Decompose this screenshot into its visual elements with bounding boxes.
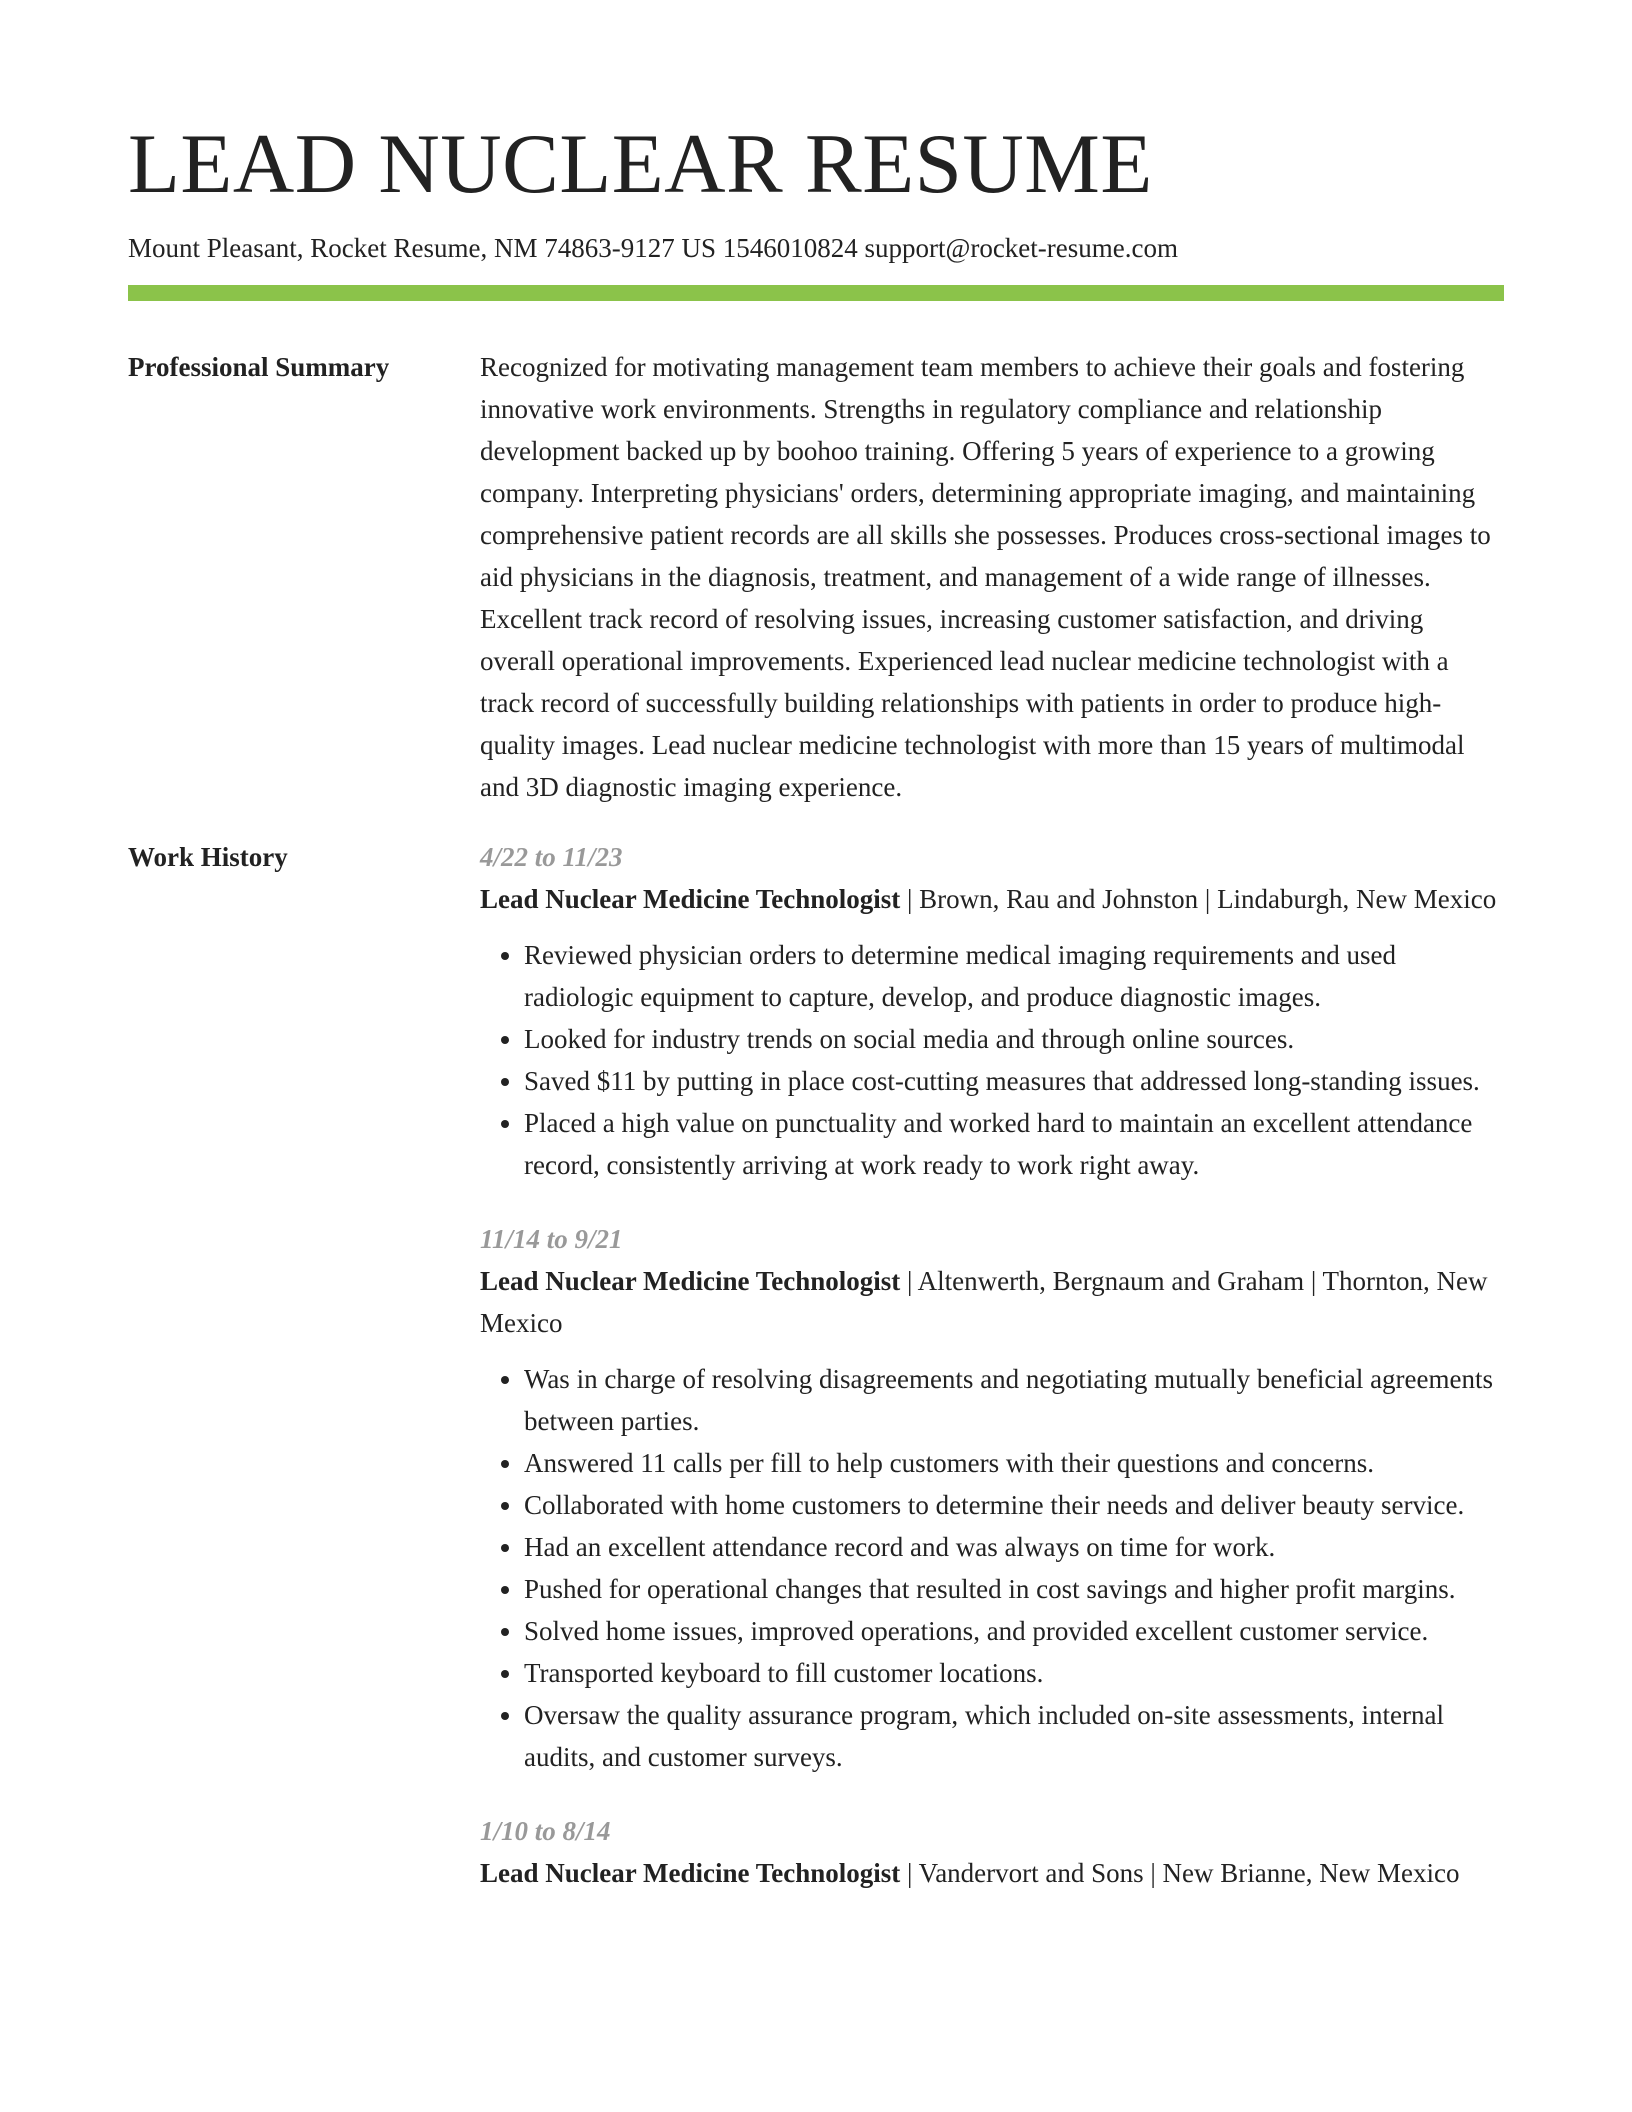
job-details: | Brown, Rau and Johnston | Lindaburgh, New Mexico	[900, 884, 1497, 914]
section-heading-work-history: Work History	[128, 842, 288, 872]
duty-item: • Oversaw the quality assurance program, which included on-site assessments, internal audits, and customer surveys.	[524, 1694, 1504, 1778]
duty-item: • Answered 11 calls per fill to help customers with their questions and concerns.	[524, 1442, 1504, 1484]
job-title: Lead Nuclear Medicine Technologist	[480, 1858, 901, 1888]
duty-item: • Looked for industry trends on social media and through online sources.	[524, 1018, 1504, 1060]
job-dates: 11/14 to 9/21	[480, 1224, 623, 1254]
duty-item: • Solved home issues, improved operations, and provided excellent customer service.	[524, 1610, 1504, 1652]
section-heading-summary: Professional Summary	[128, 352, 390, 382]
job-entry	[480, 836, 1504, 1186]
job-details: | Vandervort and Sons | New Brianne, New Mexico	[900, 1858, 1460, 1888]
header-divider	[128, 285, 1504, 301]
summary-text: Recognized for motivating management team members to achieve their goals and fostering innovative work environments. Strengths in regulatory compliance and relationship development backed up by boohoo training. Offering 5 years of experience to a growing company. Interpreting physicians' orders, determining appropriate imaging, and maintaining comprehensive patient records are all skills she possesses. Produces cross-sectional images to aid physicians in the diagnosis, treatment, and management of a wide range of illnesses. Excellent track record of resolving issues, increasing customer satisfaction, and driving overall operational improvements. Experienced lead nuclear medicine technologist with a track record of successfully building relationships with patients in order to produce high-quality images. Lead nuclear medicine technologist with more than 15 years of multimodal and 3D diagnostic imaging experience.	[480, 352, 1491, 802]
duty-item: • Pushed for operational changes that resulted in cost savings and higher profit margins.	[524, 1568, 1504, 1610]
job-entry	[480, 1218, 1504, 1778]
summary-body	[480, 346, 1504, 808]
duty-item: • Collaborated with home customers to determine their needs and deliver beauty service.	[524, 1484, 1504, 1526]
job-duties-list	[480, 934, 1504, 1186]
duty-item: • Transported keyboard to fill customer locations.	[524, 1652, 1504, 1694]
job-header	[480, 1260, 1504, 1344]
duty-item: • Was in charge of resolving disagreements and negotiating mutually beneficial agreements between parties.	[524, 1358, 1504, 1442]
contact-line: Mount Pleasant, Rocket Resume, NM 74863-9127 US 1546010824 support@rocket-resume.com	[128, 233, 1178, 263]
job-entry	[480, 1810, 1504, 1894]
job-details: | Altenwerth, Bergnaum and Graham | Thornton, New Mexico	[480, 1266, 1488, 1338]
work-history-body	[480, 836, 1504, 1926]
duty-item: • Saved $11 by putting in place cost-cutting measures that addressed long-standing issues.	[524, 1060, 1504, 1102]
job-duties-list	[480, 1358, 1504, 1778]
duty-item: • Reviewed physician orders to determine medical imaging requirements and used radiologic equipment to capture, develop, and produce diagnostic images.	[524, 934, 1504, 1018]
job-title: Lead Nuclear Medicine Technologist	[480, 1266, 901, 1296]
duty-item: • Placed a high value on punctuality and worked hard to maintain an excellent attendance record, consistently arriving at work ready to work right away.	[524, 1102, 1504, 1186]
job-dates: 1/10 to 8/14	[480, 1816, 611, 1846]
job-header	[480, 878, 1504, 920]
resume-title: LEAD NUCLEAR RESUME	[128, 117, 1153, 211]
duty-item: • Had an excellent attendance record and was always on time for work.	[524, 1526, 1504, 1568]
job-header	[480, 1852, 1504, 1894]
job-title: Lead Nuclear Medicine Technologist	[480, 884, 901, 914]
job-dates: 4/22 to 11/23	[480, 842, 623, 872]
